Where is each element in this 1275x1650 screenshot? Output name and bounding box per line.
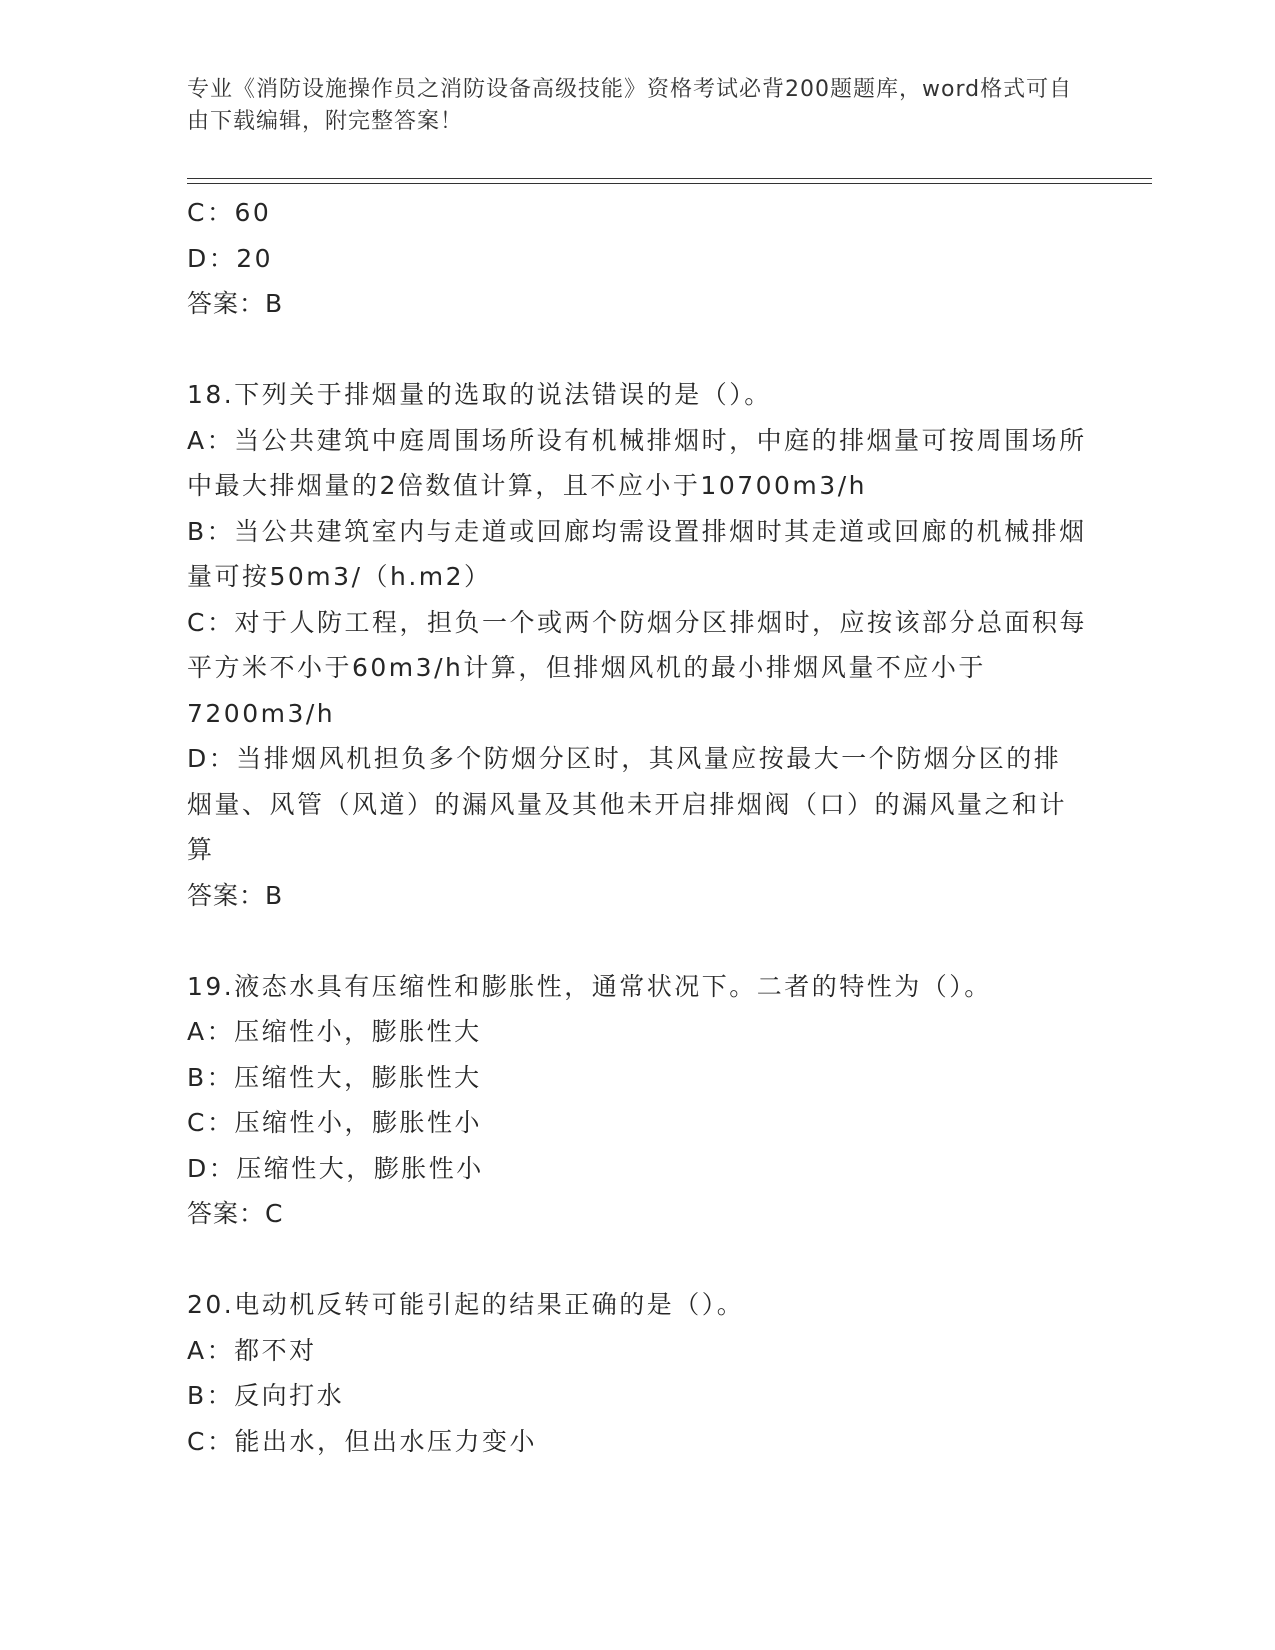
- header-divider-top: [187, 178, 1152, 179]
- option-a: A：当公共建筑中庭周围场所设有机械排烟时，中庭的排烟量可按周围场所中最大排烟量的2倍数值计算，且不应小于10700m3/h: [187, 425, 1087, 500]
- answer-line: 答案：B: [187, 289, 284, 318]
- question-stem: 19.液态水具有压缩性和膨胀性，通常状况下。二者的特性为（）。: [187, 971, 992, 1001]
- document-header: [187, 74, 1077, 138]
- option-c: C：压缩性小，膨胀性小: [187, 1108, 482, 1137]
- question-stem: 18.下列关于排烟量的选取的说法错误的是（）。: [187, 380, 772, 409]
- spacer: [187, 918, 1087, 964]
- option-c: C：60: [187, 198, 272, 227]
- question-18: [187, 372, 1087, 918]
- question-19: [187, 964, 1087, 1237]
- answer-line: 答案：C: [187, 1199, 284, 1228]
- question-20: [187, 1282, 1087, 1464]
- option-c: C：对于人防工程，担负一个或两个防烟分区排烟时，应按该部分总面积每平方米不小于60m3/h计算，但排烟风机的最小排烟风量不应小于7200m3/h: [187, 607, 1087, 728]
- option-b: B：反向打水: [187, 1381, 345, 1410]
- option-d: D：20: [187, 243, 274, 273]
- option-a: A：都不对: [187, 1335, 317, 1365]
- header-text: 专业《消防设施操作员之消防设备高级技能》资格考试必背200题题库，word格式可自由下载编辑，附完整答案！: [187, 77, 1073, 134]
- spacer: [187, 327, 1087, 373]
- header-divider-bottom: [187, 183, 1152, 184]
- spacer: [187, 1237, 1087, 1283]
- option-b: B：压缩性大，膨胀性大: [187, 1062, 482, 1092]
- answer-line: 答案：B: [187, 880, 284, 910]
- option-a: A：压缩性小，膨胀性大: [187, 1017, 482, 1046]
- option-c: C：能出水，但出水压力变小: [187, 1426, 537, 1456]
- option-d: D：压缩性大，膨胀性小: [187, 1153, 484, 1183]
- option-b: B：当公共建筑室内与走道或回廊均需设置排烟时其走道或回廊的机械排烟量可按50m3/（h.m2）: [187, 516, 1087, 591]
- previous-question-tail: [187, 190, 1087, 327]
- document-body: [187, 190, 1087, 1464]
- option-d: D：当排烟风机担负多个防烟分区时，其风量应按最大一个防烟分区的排烟量、风管（风道）的漏风量及其他未开启排烟阀（口）的漏风量之和计算: [187, 744, 1068, 864]
- question-stem: 20.电动机反转可能引起的结果正确的是（）。: [187, 1290, 745, 1319]
